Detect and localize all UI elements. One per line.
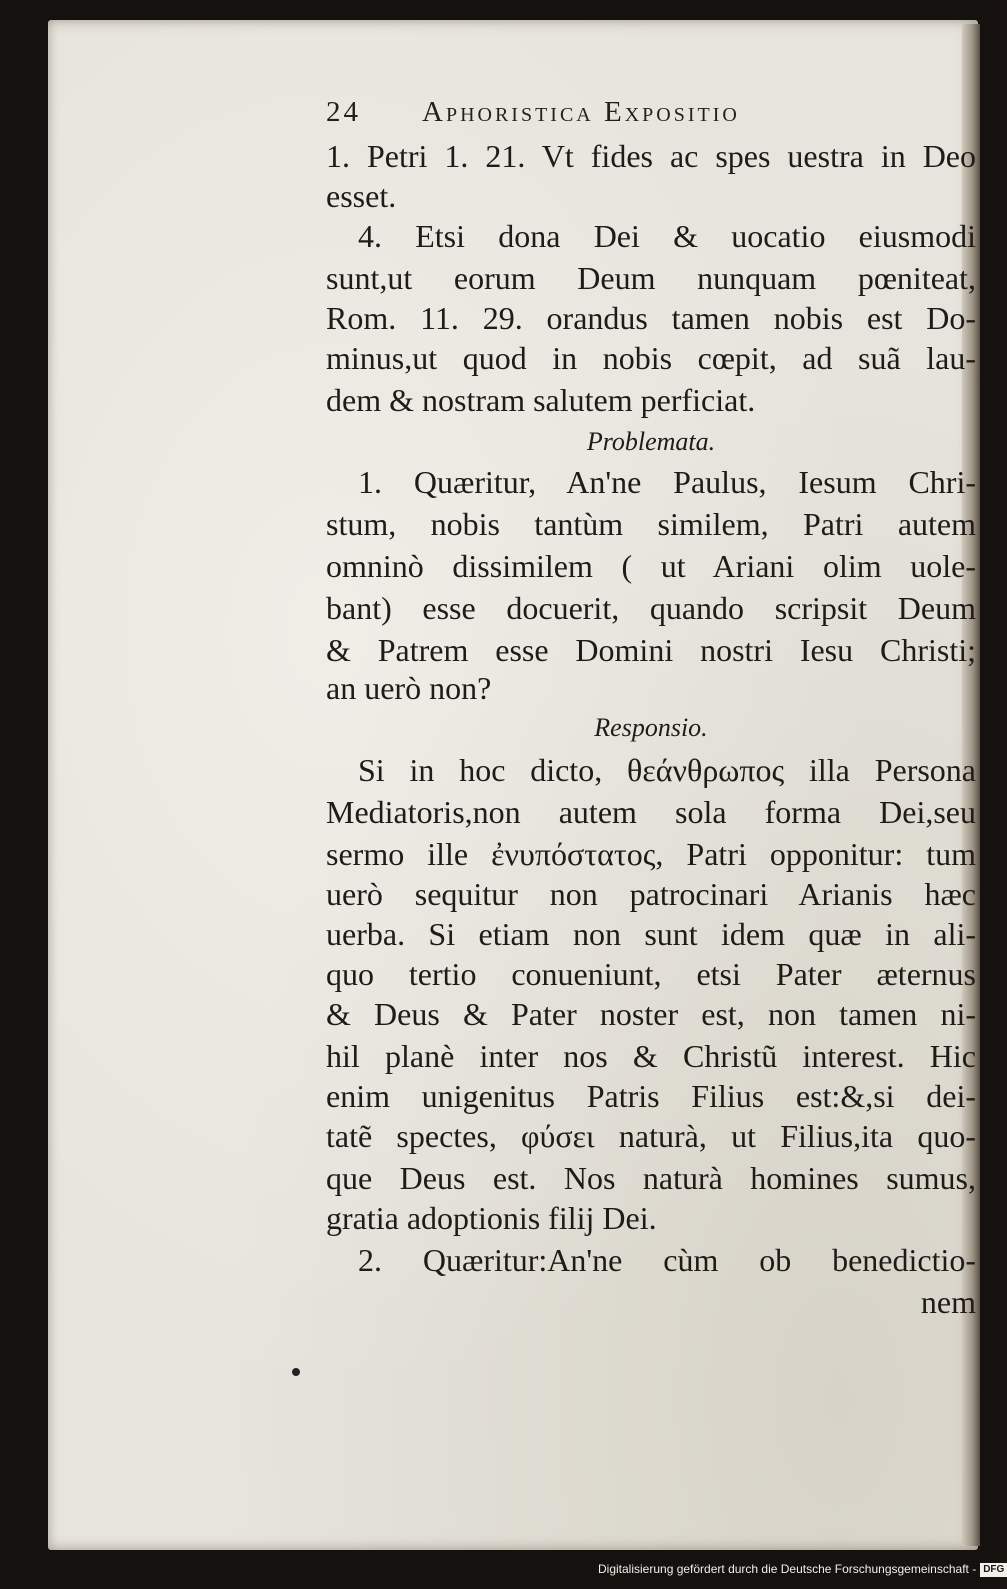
text-line: minus,ut quod in nobis cœpit, ad suã lau- — [326, 340, 976, 376]
text-line: stum, nobis tantùm similem, Patri autem — [326, 506, 976, 542]
ink-dot-mark — [292, 1368, 300, 1376]
text-line: Rom. 11. 29. orandus tamen nobis est Do- — [326, 300, 976, 336]
text-line: 4. Etsi dona Dei & uocatio eiusmodi — [358, 218, 976, 254]
running-title: Aphoristica Expositio — [422, 96, 740, 128]
text-line: quo tertio conueniunt, etsi Pater æternus — [326, 956, 976, 992]
text-line: uerò sequitur non patrocinari Arianis hæc — [326, 876, 976, 912]
page-number: 24 — [326, 96, 361, 128]
text-line: & Patrem esse Domini nostri Iesu Christi; — [326, 632, 976, 668]
heading-problemata: Problemata. — [586, 427, 716, 456]
text-line: omninò dissimilem ( ut Ariani olim uole- — [326, 548, 976, 584]
text-line: sunt,ut eorum Deum nunquam pœniteat, — [326, 260, 976, 296]
text-line: enim unigenitus Patris Filius est:&,si dei- — [326, 1078, 976, 1114]
text-line: que Deus est. Nos naturà homines sumus, — [326, 1160, 976, 1196]
heading-responsio: Responsio. — [594, 713, 708, 742]
text-line: bant) esse docuerit, quando scripsit Deum — [326, 590, 976, 626]
text-line: & Deus & Pater noster est, non tamen ni- — [326, 996, 976, 1032]
text-line: uerba. Si etiam non sunt idem quæ in ali- — [326, 916, 976, 952]
text-line: Si in hoc dicto, θεάνθρωπος illa Persona — [358, 752, 976, 788]
text-line: 1. Petri 1. 21. Vt fides ac spes uestra in Deo — [326, 138, 976, 174]
text-line: hil planè inter nos & Christũ interest. Hic — [326, 1038, 976, 1074]
text-line: dem & nostram salutem perficiat. — [326, 382, 756, 418]
text-line: esset. — [326, 178, 397, 214]
text-line: Mediatoris,non autem sola forma Dei,seu — [326, 794, 976, 830]
dfg-logo: DFG — [980, 1563, 1007, 1577]
digitization-credit — [598, 1551, 1005, 1587]
text-line: an uerò non? — [326, 670, 492, 706]
catchword: nem — [920, 1284, 976, 1320]
text-line: 1. Quæritur, An'ne Paulus, Iesum Chri- — [358, 464, 976, 500]
credit-text: Digitalisierung gefördert durch die Deutsche Forschungsgemeinschaft - — [598, 1562, 977, 1576]
text-line: 2. Quæritur:An'ne cùm ob benedictio- — [358, 1242, 976, 1278]
text-line: gratia adoptionis filij Dei. — [326, 1200, 657, 1236]
text-line: sermo ille ἐνυπόστατος, Patri opponitur: tum — [326, 836, 976, 872]
text-line: tatẽ spectes, φύσει naturà, ut Filius,ita quo- — [326, 1118, 976, 1154]
running-head — [326, 96, 976, 136]
